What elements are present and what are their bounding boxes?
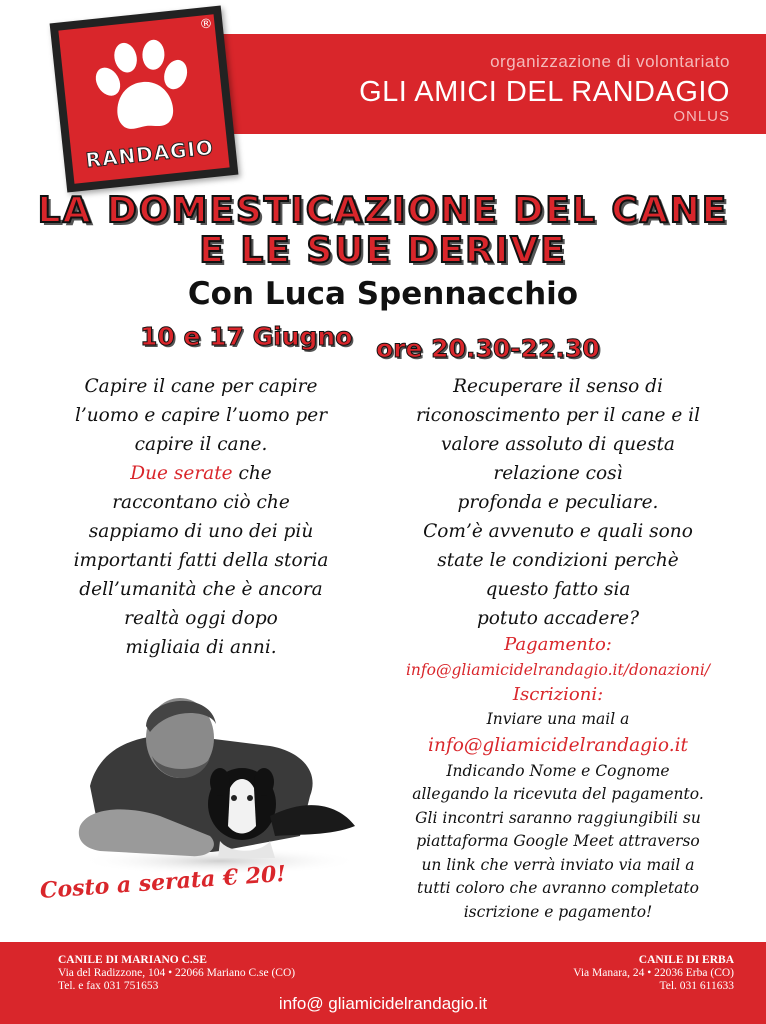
right-line: profonda e peculiare. bbox=[457, 492, 659, 513]
info-line: allegando la ricevuta del pagamento. bbox=[412, 785, 704, 803]
kennel-name: CANILE DI ERBA bbox=[638, 954, 734, 966]
left-line-rest: che bbox=[232, 463, 272, 484]
send-mail-text: Inviare una mail a bbox=[486, 710, 630, 728]
right-line: Com’è avvenuto e quali sono bbox=[423, 521, 693, 542]
right-line: potuto accadere? bbox=[476, 608, 640, 629]
info-line: tutti coloro che avranno completato bbox=[417, 879, 699, 897]
footer-email-link[interactable]: info@ gliamicidelrandagio.it bbox=[278, 994, 488, 1013]
randagio-logo bbox=[50, 5, 239, 192]
speaker-with-dog-photo bbox=[70, 676, 360, 876]
left-line: importanti fatti della storia bbox=[73, 550, 329, 571]
info-block bbox=[380, 632, 736, 924]
info-line: un link che verrà inviato via mail a bbox=[421, 855, 695, 874]
header-band bbox=[210, 34, 766, 134]
right-line: riconoscimento per il cane e il bbox=[416, 405, 700, 426]
logo-text: RANDAGIO bbox=[84, 135, 215, 173]
left-line: l’uomo e capire l’uomo per bbox=[74, 405, 328, 426]
kennel-phone: Tel. 031 611633 bbox=[659, 980, 734, 992]
org-name: GLI AMICI DEL RANDAGIO bbox=[359, 76, 730, 108]
right-line: relazione così bbox=[493, 463, 623, 484]
org-suffix: ONLUS bbox=[673, 108, 730, 125]
registration-label: Iscrizioni: bbox=[512, 684, 604, 705]
event-title-line-2: E LE SUE DERIVE bbox=[199, 230, 567, 271]
registered-mark: ® bbox=[198, 16, 214, 33]
right-description bbox=[380, 372, 736, 633]
left-line: raccontano ciò che bbox=[112, 492, 290, 513]
payment-label: Pagamento: bbox=[504, 634, 612, 655]
kennel-phone: Tel. e fax 031 751653 bbox=[58, 980, 159, 992]
left-line: dell’umanità che è ancora bbox=[79, 579, 323, 600]
payment-link[interactable]: info@gliamicidelrandagio.it/donazioni/ bbox=[405, 661, 711, 679]
footer bbox=[0, 942, 766, 1024]
left-line: capire il cane. bbox=[134, 434, 268, 455]
cost-per-evening: Costo a serata € 20! bbox=[39, 860, 287, 904]
info-line: Indicando Nome e Cognome bbox=[446, 761, 670, 780]
left-line: realtà oggi dopo bbox=[124, 608, 278, 629]
left-description bbox=[36, 372, 366, 662]
kennel-address: Via Manara, 24 • 22036 Erba (CO) bbox=[573, 967, 734, 979]
left-line: migliaia di anni. bbox=[125, 637, 277, 658]
right-line: state le condizioni perchè bbox=[437, 550, 679, 571]
info-line: piattaforma Google Meet attraverso bbox=[416, 832, 700, 850]
right-line: Recuperare il senso di bbox=[453, 376, 663, 397]
event-time: ore 20.30-22.30 bbox=[376, 334, 600, 363]
logo-background bbox=[58, 14, 229, 183]
event-dates: 10 e 17 Giugno bbox=[140, 322, 353, 351]
kennel-name: CANILE DI MARIANO C.SE bbox=[58, 954, 207, 966]
kennel-address: Via del Radizzone, 104 • 22066 Mariano C.se (CO) bbox=[58, 967, 296, 979]
footer-kennel-erba bbox=[573, 954, 734, 993]
footer-kennel-mariano bbox=[58, 954, 295, 993]
info-line: iscrizione e pagamento! bbox=[463, 902, 653, 921]
left-line: Capire il cane per capire bbox=[84, 376, 318, 397]
registration-email-link[interactable]: info@gliamicidelrandagio.it bbox=[428, 734, 688, 756]
info-line: Gli incontri saranno raggiungibili su bbox=[415, 808, 701, 827]
highlight-text: Due serate bbox=[130, 463, 233, 484]
left-line: sappiamo di uno dei più bbox=[88, 521, 314, 542]
speaker: Con Luca Spennacchio bbox=[187, 276, 579, 312]
org-subtitle: organizzazione di volontariato bbox=[490, 52, 730, 71]
right-line: questo fatto sia bbox=[485, 579, 631, 600]
left-line bbox=[36, 459, 366, 488]
event-title-line-1: LA DOMESTICAZIONE DEL CANE bbox=[37, 190, 729, 231]
paw-icon bbox=[84, 33, 202, 144]
right-line: valore assoluto di questa bbox=[441, 434, 675, 455]
